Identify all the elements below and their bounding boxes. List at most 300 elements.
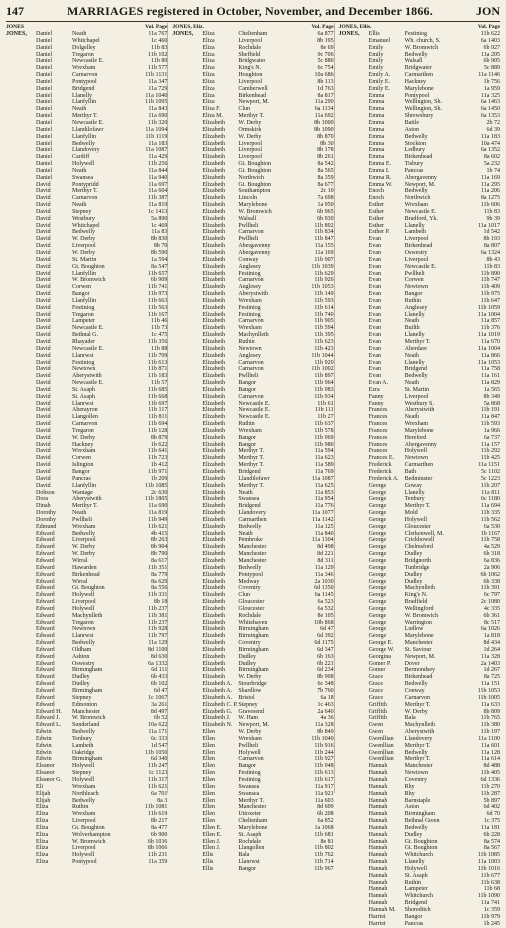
entry-vol-page: 11b 614: [314, 304, 334, 311]
entry-district: Newtown: [72, 626, 96, 633]
register-entry: [339, 168, 500, 175]
register-entry: [339, 702, 500, 709]
entry-vol-page: 11a 346: [314, 571, 334, 578]
entry-vol-page: 11a 604: [148, 188, 168, 195]
entry-forename: Emma: [368, 106, 385, 113]
register-entry: [172, 592, 333, 599]
entry-vol-page: 6a 1450: [480, 106, 500, 113]
entry-district: Bedwelly: [404, 749, 428, 756]
entry-vol-page: 11b 1053: [311, 284, 334, 291]
entry-district: Marylebone: [404, 85, 434, 92]
register-entry: [339, 141, 500, 148]
entry-district: Rochdale: [238, 838, 261, 845]
entry-vol-page: 8a 574: [483, 838, 500, 845]
entry-vol-page: 8d 497: [150, 708, 168, 715]
entry-forename: Hannah: [368, 859, 388, 866]
entry-surname: [6, 312, 36, 319]
entry-surname: [172, 318, 202, 325]
entry-forename: Evan: [368, 345, 381, 352]
entry-vol-page: 8b 908: [317, 674, 334, 681]
entry-vol-page: 11b 723: [148, 455, 168, 462]
entry-district: Merthyr T.: [238, 113, 265, 120]
entry-forename: David: [36, 338, 51, 345]
entry-vol-page: 11b 621: [148, 523, 168, 530]
entry-district: Holywell: [404, 448, 427, 455]
register-entry: [172, 476, 333, 483]
register-entry: [339, 147, 500, 154]
entry-forename: David: [36, 297, 51, 304]
entry-surname: [6, 182, 36, 189]
register-entry: [6, 223, 167, 230]
entry-district: Newport, M.: [238, 722, 270, 729]
entry-vol-page: 11b 1053: [477, 688, 500, 694]
entry-vol-page: 10b 868: [314, 619, 334, 626]
entry-forename: David: [36, 373, 51, 380]
entry-district: Wrexham: [72, 65, 96, 72]
register-entry: [6, 127, 167, 134]
entry-vol-page: 6a 18: [320, 694, 334, 701]
entry-forename: Elizabeth A.: [202, 688, 232, 694]
entry-surname: [6, 722, 36, 729]
entry-forename: Eliza: [202, 92, 215, 99]
entry-forename: David: [36, 400, 51, 407]
entry-surname: [339, 38, 369, 45]
entry-district: Dover: [404, 660, 420, 667]
register-entry: [6, 312, 167, 319]
entry-forename: Elizabeth: [202, 489, 225, 496]
register-entry: [6, 531, 167, 538]
entry-vol-page: 11a 1053: [478, 359, 500, 366]
register-entry: [339, 448, 500, 455]
entry-vol-page: 10a 622: [148, 722, 168, 729]
register-entry: [172, 565, 333, 572]
entry-vol-page: 6d 392: [317, 633, 334, 640]
entry-forename: Dora: [36, 496, 48, 503]
entry-surname: [172, 209, 202, 216]
entry-surname: JONES,: [6, 31, 27, 37]
entry-vol-page: 11b 191: [480, 407, 500, 414]
entry-district: Walsall: [404, 58, 423, 65]
column-header-ref: Vol. Page: [145, 24, 168, 30]
register-entry: [339, 243, 500, 250]
register-entry: [172, 702, 333, 709]
register-entry: [339, 770, 500, 777]
entry-surname: [6, 476, 36, 483]
entry-district: Conway: [238, 256, 259, 263]
entry-district: Uttoxeter: [238, 811, 261, 818]
register-entry: [6, 647, 167, 654]
entry-vol-page: 11a 594: [314, 448, 334, 455]
entry-forename: Edward: [36, 571, 55, 578]
entry-district: Newtown: [72, 366, 96, 373]
entry-district: Whitchapel: [72, 37, 100, 44]
entry-forename: Eliza: [36, 818, 49, 825]
register-entry: [172, 366, 333, 373]
entry-forename: Elizabeth: [202, 174, 225, 181]
entry-district: Gt. Boughton: [404, 838, 438, 845]
entry-district: Merthyr T.: [404, 338, 431, 345]
entry-forename: Elizabeth: [202, 256, 225, 263]
entry-district: Pwllheli: [238, 222, 259, 229]
entry-vol-page: 11b 638: [480, 879, 500, 886]
entry-vol-page: 11a 206: [481, 188, 500, 195]
entry-forename: Elizabeth: [202, 140, 225, 147]
entry-surname: [6, 154, 36, 161]
register-entry: [6, 620, 167, 627]
entry-surname: [172, 99, 202, 106]
entry-surname: [172, 421, 202, 428]
entry-district: Medway: [238, 578, 260, 585]
register-entry: [339, 182, 500, 189]
register-entry: [339, 736, 500, 743]
entry-forename: Esther: [368, 215, 384, 222]
entry-surname: [339, 339, 369, 346]
entry-forename: David: [36, 455, 51, 462]
entry-forename: George: [368, 592, 387, 599]
entry-vol-page: 11b 578: [314, 427, 334, 434]
entry-district: Northwich: [238, 174, 264, 181]
register-entry: [172, 387, 333, 394]
entry-district: Dudley: [238, 653, 256, 660]
entry-vol-page: 11b 969: [314, 434, 334, 441]
entry-surname: [6, 743, 36, 750]
register-entry: [172, 305, 333, 312]
register-entry: [339, 873, 500, 880]
entry-surname: [172, 45, 202, 52]
entry-forename: Emily: [368, 51, 384, 58]
entry-forename: Elizabeth: [202, 482, 225, 489]
register-entry: [172, 312, 333, 319]
entry-surname: [6, 216, 36, 223]
entry-vol-page: 11b 405: [480, 770, 500, 777]
entry-district: Birkenhead: [404, 674, 433, 681]
entry-surname: [6, 45, 36, 52]
entry-surname: [6, 428, 36, 435]
register-entry: [6, 455, 167, 462]
entry-vol-page: 1d 547: [150, 742, 168, 749]
entry-district: Pwllheli: [238, 373, 259, 380]
entry-district: Festiniog: [238, 770, 261, 777]
register-entry: [172, 339, 333, 346]
register-entry: [172, 298, 333, 305]
entry-surname: [6, 756, 36, 763]
entry-vol-page: 6d 47: [320, 626, 334, 633]
register-entry: [339, 318, 500, 325]
entry-forename: Elizabeth: [202, 229, 225, 236]
entry-surname: [6, 592, 36, 599]
entry-district: Cheltenham: [238, 31, 268, 37]
entry-surname: [339, 907, 369, 914]
entry-vol-page: 6b 338: [483, 578, 500, 585]
entry-vol-page: 11b 247: [148, 763, 168, 770]
entry-district: Hereford: [404, 434, 427, 441]
register-entry: [339, 65, 500, 72]
entry-surname: [172, 866, 202, 873]
entry-vol-page: 11a 1004: [478, 311, 500, 318]
entry-forename: David: [36, 270, 51, 277]
entry-vol-page: 6b 433: [150, 674, 168, 681]
entry-forename: Fanny: [368, 393, 384, 400]
entry-forename: Daniel: [36, 58, 52, 65]
entry-surname: [172, 291, 202, 298]
entry-vol-page: 11b 395: [314, 332, 334, 339]
entry-surname: [6, 510, 36, 517]
register-entry: [6, 825, 167, 832]
entry-vol-page: 11b 594: [314, 325, 334, 332]
entry-forename: Edward: [36, 564, 55, 571]
entry-forename: George: [368, 496, 387, 503]
entry-district: Bristol: [238, 694, 255, 701]
entry-district: Dudley: [72, 674, 90, 681]
register-entry: [6, 332, 167, 339]
entry-district: Liverpool: [72, 599, 96, 606]
entry-vol-page: 11a 359: [148, 859, 168, 866]
entry-district: Pwllheli: [238, 236, 259, 243]
entry-forename: Hannah: [368, 797, 388, 804]
entry-district: Coventry: [404, 776, 427, 783]
register-column: [6, 23, 168, 866]
entry-surname: [6, 572, 36, 579]
entry-surname: [339, 216, 369, 223]
register-entry: [6, 606, 167, 613]
register-entry: [6, 209, 167, 216]
entry-forename: Edmund: [36, 523, 57, 530]
entry-forename: Edward J.: [36, 715, 60, 722]
entry-surname: [172, 503, 202, 510]
entry-forename: Evan: [368, 236, 381, 243]
register-entry: [339, 524, 500, 531]
entry-forename: Hannah: [368, 845, 388, 852]
entry-district: Neath: [238, 489, 253, 496]
entry-forename: Edward: [36, 674, 55, 681]
entry-district: W. Derby: [238, 674, 262, 681]
entry-vol-page: 11b 657: [148, 270, 168, 277]
entry-vol-page: 11b 270: [480, 783, 500, 790]
register-entry: [339, 394, 500, 401]
register-entry: [339, 195, 500, 202]
entry-district: Birmingham: [72, 667, 103, 674]
entry-vol-page: 11b 423: [314, 345, 334, 352]
entry-vol-page: 11a 614: [481, 756, 500, 763]
entry-vol-page: 1c 463: [317, 701, 334, 708]
register-entry: [172, 264, 333, 271]
entry-vol-page: 11a 328: [314, 722, 334, 729]
entry-district: Rhy: [404, 783, 415, 790]
entry-district: Oswestry: [72, 660, 95, 667]
register-entry: [339, 620, 500, 627]
entry-district: Wantage: [72, 489, 93, 496]
register-entry: [6, 709, 167, 716]
register-entry: [172, 216, 333, 223]
entry-district: Aberystwith: [404, 407, 435, 414]
entry-vol-page: 11a 857: [481, 318, 500, 325]
entry-surname: [172, 647, 202, 654]
entry-vol-page: 8b 849: [317, 729, 334, 736]
entry-forename: Eliza: [202, 99, 215, 106]
entry-surname: [339, 476, 369, 483]
entry-forename: Eliza: [202, 72, 215, 79]
entry-district: King's N.: [404, 592, 428, 599]
entry-district: St. Saviour: [404, 646, 432, 653]
entry-district: Festiniog: [238, 304, 261, 311]
entry-forename: David: [36, 188, 51, 195]
entry-surname: [6, 695, 36, 702]
entry-vol-page: 11b 927: [314, 756, 334, 763]
register-entry: [339, 202, 500, 209]
register-entry: [172, 72, 333, 79]
entry-district: Liverpool: [72, 818, 96, 825]
register-entry: [172, 428, 333, 435]
entry-surname: [172, 38, 202, 45]
entry-surname: [339, 674, 369, 681]
entry-district: Bridgnorth: [404, 557, 431, 564]
entry-district: Bedminster: [404, 475, 433, 482]
entry-surname: [172, 339, 202, 346]
entry-surname: [339, 914, 369, 921]
entry-forename: Frances E.: [368, 455, 394, 462]
entry-vol-page: 11b 376: [480, 325, 500, 332]
entry-district: Neath: [404, 318, 419, 325]
entry-surname: [6, 120, 36, 127]
entry-forename: Elijah: [36, 790, 51, 797]
entry-vol-page: 11b 1095: [145, 99, 168, 106]
entry-forename: George: [368, 482, 387, 489]
entry-forename: David: [36, 469, 51, 475]
entry-forename: Edward: [36, 626, 55, 633]
entry-forename: David: [36, 291, 51, 298]
register-entry: [339, 661, 500, 668]
entry-district: W. Derby: [238, 729, 262, 736]
entry-district: Holywell: [404, 865, 427, 872]
entry-surname: [339, 866, 369, 873]
entry-surname: [6, 633, 36, 640]
entry-forename: Grace: [368, 694, 383, 701]
register-entry: [172, 318, 333, 325]
register-entry: [172, 558, 333, 565]
entry-district: Liverpool: [72, 845, 96, 852]
entry-district: Liverpool: [72, 537, 96, 544]
register-entry: [172, 613, 333, 620]
entry-forename: Evan: [368, 352, 381, 359]
entry-forename: David: [36, 393, 51, 400]
entry-surname: [339, 544, 369, 551]
entry-vol-page: 1b 756: [483, 78, 500, 85]
entry-vol-page: 11a 183: [148, 140, 168, 147]
register-entry: [172, 620, 333, 627]
entry-surname: [6, 804, 36, 811]
entry-surname: [6, 223, 36, 230]
entry-surname: [6, 229, 36, 236]
entry-forename: Emanuel: [368, 37, 390, 44]
entry-forename: David: [36, 441, 51, 448]
entry-district: Stepney: [72, 770, 92, 777]
register-entry: [339, 893, 500, 900]
entry-vol-page: 6c 754: [317, 65, 334, 72]
entry-surname: [172, 79, 202, 86]
register-entry: [172, 729, 333, 736]
entry-vol-page: 6b 221: [317, 660, 334, 667]
register-entry: [6, 271, 167, 278]
register-entry: [6, 832, 167, 839]
entry-forename: Elizabeth: [202, 236, 225, 243]
entry-forename: Enoch: [368, 188, 384, 195]
entry-vol-page: 8a 677: [317, 181, 334, 188]
entry-vol-page: 11a 1146: [478, 72, 500, 79]
entry-vol-page: 8b 70: [153, 243, 168, 250]
entry-forename: Elizabeth: [202, 551, 225, 558]
entry-vol-page: 11b 834: [314, 229, 334, 236]
entry-vol-page: 11b 1040: [311, 735, 334, 742]
entry-forename: Daniel: [36, 37, 52, 44]
register-entry: [172, 120, 333, 127]
entry-surname: [339, 168, 369, 175]
entry-vol-page: 11b 1016: [477, 865, 500, 872]
entry-district: Merthyr T.: [404, 701, 431, 708]
entry-forename: Emma: [368, 92, 385, 99]
entry-surname: [6, 141, 36, 148]
entry-forename: Elizabeth: [202, 530, 225, 537]
register-entry: [172, 517, 333, 524]
entry-forename: Elizabeth: [202, 181, 225, 188]
entry-vol-page: 11b 46: [151, 318, 168, 325]
column-header-name: JONES, Eliz.: [172, 24, 204, 30]
entry-district: Bethnal G.: [72, 332, 98, 339]
register-entry: [6, 661, 167, 668]
entry-vol-page: 2a 1030: [314, 578, 334, 585]
entry-surname: [172, 859, 202, 866]
entry-forename: Edward H.: [36, 708, 62, 715]
entry-vol-page: 11a 866: [481, 352, 500, 359]
entry-district: Bangor: [238, 763, 256, 770]
entry-surname: [6, 620, 36, 627]
register-entry: [339, 387, 500, 394]
entry-forename: Emily E.: [368, 78, 390, 85]
entry-surname: [339, 572, 369, 579]
entry-forename: Elijah: [36, 797, 51, 804]
entry-district: Aberystwith: [72, 373, 102, 380]
entry-vol-page: 5a 868: [483, 400, 500, 407]
entry-forename: Evan: [368, 256, 381, 263]
entry-forename: Evan: [368, 270, 381, 277]
register-entry: [6, 65, 167, 72]
entry-district: Carmarthen: [404, 462, 433, 469]
entry-surname: [6, 277, 36, 284]
entry-surname: [6, 442, 36, 449]
entry-district: Liverpool: [404, 393, 429, 400]
entry-vol-page: 1b 209: [150, 475, 168, 482]
entry-vol-page: 11a 155: [314, 243, 334, 250]
entry-surname: [339, 147, 369, 154]
entry-vol-page: 4a 36: [320, 715, 334, 722]
entry-vol-page: 6d 340: [150, 756, 168, 763]
register-entry: [6, 592, 167, 599]
entry-surname: [172, 428, 202, 435]
register-entry: [172, 99, 333, 106]
entry-surname: [339, 832, 369, 839]
entry-forename: Emma: [368, 147, 385, 154]
entry-forename: Eliza: [36, 831, 49, 838]
entry-vol-page: 1c 475: [151, 332, 168, 339]
entry-vol-page: 8b 263: [150, 537, 168, 544]
entry-vol-page: 11b 237: [148, 619, 168, 626]
entry-district: Manchester: [238, 544, 267, 551]
entry-district: Liverpool: [238, 37, 262, 44]
entry-district: Birkenhead: [238, 92, 266, 99]
register-entry: [172, 674, 333, 681]
entry-vol-page: 2b 72: [486, 119, 500, 126]
entry-surname: [339, 360, 369, 367]
register-entry: [339, 353, 500, 360]
